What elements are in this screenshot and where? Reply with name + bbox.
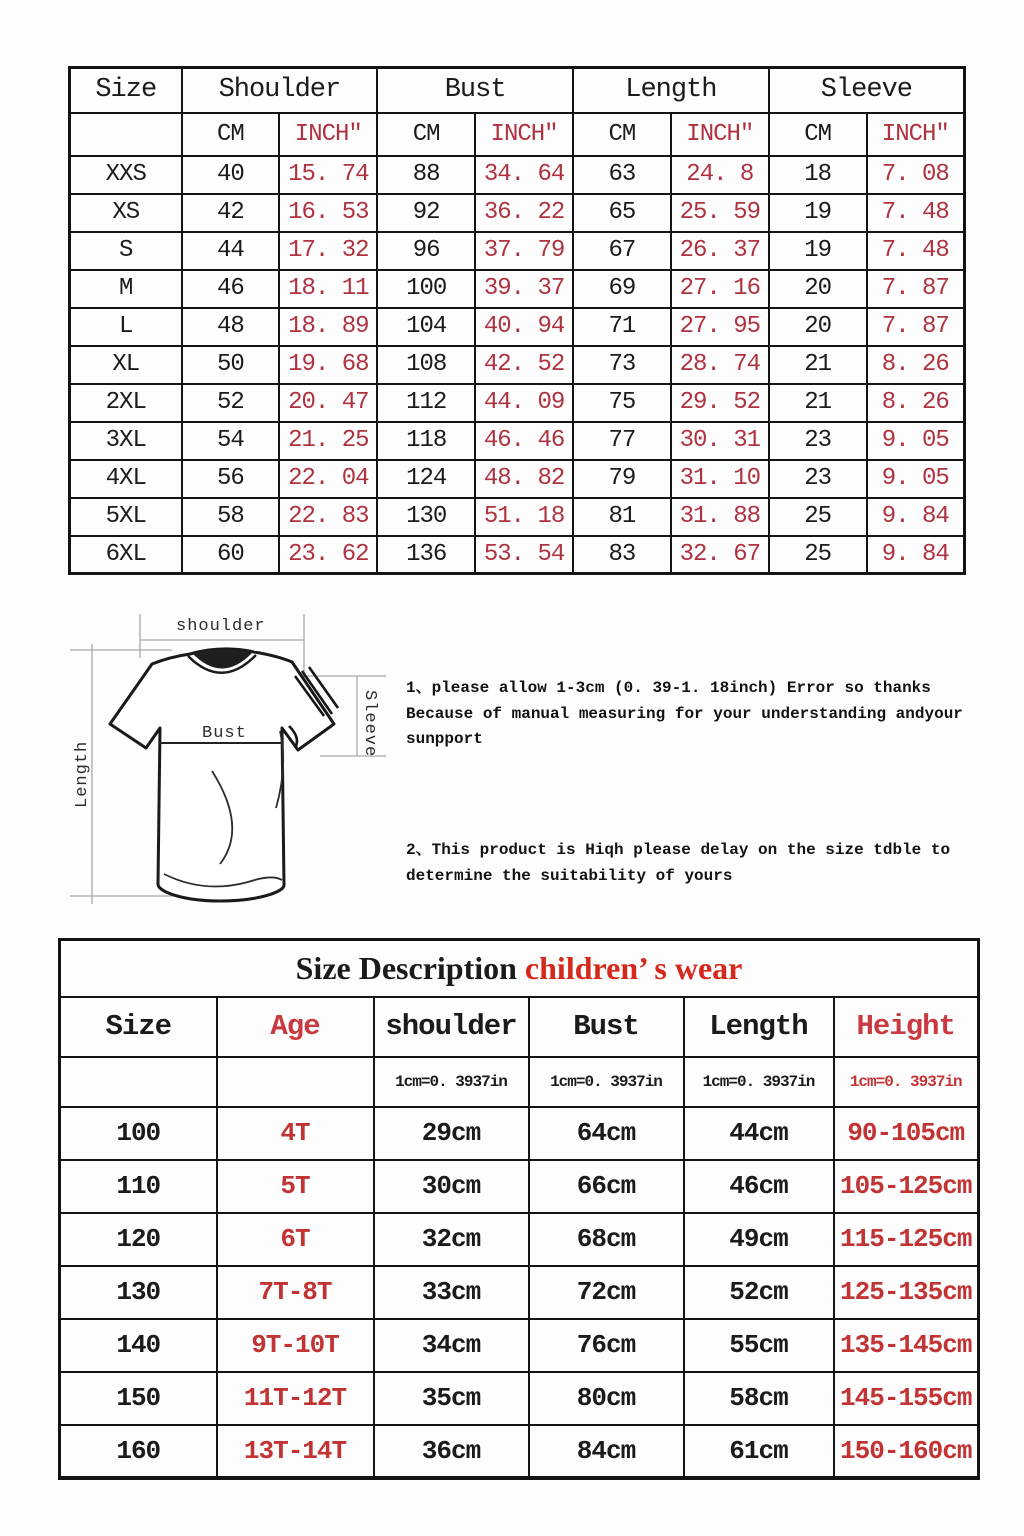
cell-length: 61cm [684,1425,834,1478]
cell-shoulder-cm: 40 [182,156,280,194]
cell-bust-inch: 34. 64 [475,156,573,194]
cell-length-cm: 75 [573,384,671,422]
cell-shoulder-cm: 58 [182,498,280,536]
table-row [70,498,965,536]
empty-cell [217,1057,374,1107]
cell-length-inch: 25. 59 [671,194,769,232]
cell-length-inch: 26. 37 [671,232,769,270]
cell-sleeve-cm: 23 [769,422,867,460]
col-header-length: Length [573,68,769,113]
cell-size: L [70,308,182,346]
cell-height: 90-105cm [834,1107,979,1160]
cell-length-cm: 65 [573,194,671,232]
cell-shoulder: 34cm [374,1319,529,1372]
unit-cm: CM [769,113,867,156]
cell-bust-cm: 136 [377,536,475,574]
cell-sleeve-inch: 7. 87 [867,308,965,346]
conversion-note: 1cm=0. 3937in [529,1057,684,1107]
cell-bust-inch: 36. 22 [475,194,573,232]
cell-length: 46cm [684,1160,834,1213]
cell-sleeve-inch: 7. 08 [867,156,965,194]
kids-title-black: Size Description [295,949,517,986]
cell-shoulder-cm: 60 [182,536,280,574]
col-header-size: Size [60,997,217,1057]
adult-header-row [70,68,965,113]
table-row [70,422,965,460]
cell-length-cm: 77 [573,422,671,460]
cell-shoulder-inch: 18. 11 [279,270,377,308]
cell-height: 150-160cm [834,1425,979,1478]
cell-bust-inch: 39. 37 [475,270,573,308]
col-header-shoulder: Shoulder [182,68,378,113]
cell-sleeve-inch: 7. 48 [867,194,965,232]
cell-bust-inch: 51. 18 [475,498,573,536]
cell-bust-inch: 37. 79 [475,232,573,270]
cell-sleeve-cm: 20 [769,308,867,346]
cell-size: XL [70,346,182,384]
cell-shoulder-inch: 16. 53 [279,194,377,232]
kids-conversion-row [60,1057,979,1107]
cell-bust: 68cm [529,1213,684,1266]
measuring-note-2: 2、This product is Hiqh please delay on the size tdble to determine the suitability of yours [406,841,951,885]
cell-length-inch: 24. 8 [671,156,769,194]
col-header-height: Height [834,997,979,1057]
cell-bust: 72cm [529,1266,684,1319]
cell-bust-inch: 46. 46 [475,422,573,460]
cell-bust-inch: 53. 54 [475,536,573,574]
col-header-sleeve: Sleeve [769,68,965,113]
table-row [70,346,965,384]
cell-shoulder-inch: 17. 32 [279,232,377,270]
cell-shoulder-cm: 42 [182,194,280,232]
cell-bust-cm: 92 [377,194,475,232]
cell-bust-cm: 104 [377,308,475,346]
cell-length-cm: 69 [573,270,671,308]
cell-bust: 84cm [529,1425,684,1478]
col-header-bust: Bust [377,68,573,113]
cell-shoulder-cm: 56 [182,460,280,498]
cell-shoulder: 33cm [374,1266,529,1319]
cell-length-cm: 81 [573,498,671,536]
cell-bust-cm: 88 [377,156,475,194]
cell-bust: 64cm [529,1107,684,1160]
cell-shoulder-inch: 15. 74 [279,156,377,194]
cell-size: M [70,270,182,308]
cell-age: 11T-12T [217,1372,374,1425]
cell-length-inch: 28. 74 [671,346,769,384]
adult-size-table [68,66,966,575]
cell-sleeve-inch: 9. 84 [867,536,965,574]
cell-length: 55cm [684,1319,834,1372]
cell-shoulder-inch: 20. 47 [279,384,377,422]
cell-size: XXS [70,156,182,194]
cell-length: 49cm [684,1213,834,1266]
cell-bust: 66cm [529,1160,684,1213]
cell-length-cm: 63 [573,156,671,194]
cell-bust-cm: 118 [377,422,475,460]
cell-sleeve-inch: 9. 05 [867,460,965,498]
col-header-length: Length [684,997,834,1057]
cell-sleeve-inch: 7. 48 [867,232,965,270]
measuring-note-1: 1、please allow 1-3cm (0. 39-1. 18inch) Error so thanks Because of manual measuring for your understanding andyour sunpport [406,679,963,749]
cell-size: 110 [60,1160,217,1213]
cell-length-inch: 29. 52 [671,384,769,422]
cell-shoulder-inch: 18. 89 [279,308,377,346]
cell-size: S [70,232,182,270]
table-row [70,460,965,498]
cell-size: 160 [60,1425,217,1478]
cell-length-cm: 67 [573,232,671,270]
cell-shoulder-inch: 21. 25 [279,422,377,460]
cell-age: 13T-14T [217,1425,374,1478]
cell-height: 145-155cm [834,1372,979,1425]
cell-bust: 80cm [529,1372,684,1425]
cell-length-inch: 31. 10 [671,460,769,498]
unit-inch: INCH″ [867,113,965,156]
cell-sleeve-cm: 25 [769,536,867,574]
cell-bust-cm: 100 [377,270,475,308]
cell-length-inch: 31. 88 [671,498,769,536]
unit-cm: CM [573,113,671,156]
cell-length-inch: 30. 31 [671,422,769,460]
unit-cm: CM [182,113,280,156]
cell-sleeve-inch: 9. 05 [867,422,965,460]
cell-shoulder: 32cm [374,1213,529,1266]
cell-size: 120 [60,1213,217,1266]
kids-header-row [60,997,979,1057]
cell-shoulder-inch: 19. 68 [279,346,377,384]
cell-length-inch: 27. 95 [671,308,769,346]
table-row [70,156,965,194]
table-row [60,1266,979,1319]
cell-bust-cm: 124 [377,460,475,498]
unit-inch: INCH″ [279,113,377,156]
cell-height: 125-135cm [834,1266,979,1319]
table-row [70,536,965,574]
sleeve-label: Sleeve [360,690,379,758]
cell-size: 2XL [70,384,182,422]
cell-length-inch: 27. 16 [671,270,769,308]
cell-bust-cm: 112 [377,384,475,422]
cell-length: 58cm [684,1372,834,1425]
col-header-bust: Bust [529,997,684,1057]
cell-age: 5T [217,1160,374,1213]
cell-shoulder: 36cm [374,1425,529,1478]
cell-sleeve-inch: 8. 26 [867,384,965,422]
cell-sleeve-inch: 8. 26 [867,346,965,384]
cell-sleeve-cm: 20 [769,270,867,308]
cell-bust-cm: 96 [377,232,475,270]
cell-sleeve-cm: 25 [769,498,867,536]
tshirt-measure-diagram [52,596,406,932]
kids-title-row [60,940,979,997]
kids-table-title [60,940,979,997]
cell-shoulder: 29cm [374,1107,529,1160]
cell-sleeve-cm: 19 [769,194,867,232]
cell-bust-cm: 130 [377,498,475,536]
cell-length: 52cm [684,1266,834,1319]
cell-size: 3XL [70,422,182,460]
cell-sleeve-cm: 21 [769,346,867,384]
cell-sleeve-inch: 9. 84 [867,498,965,536]
cell-shoulder-cm: 48 [182,308,280,346]
conversion-note: 1cm=0. 3937in [684,1057,834,1107]
cell-length-cm: 79 [573,460,671,498]
length-label: Length [73,740,92,808]
table-row [70,232,965,270]
table-row [60,1107,979,1160]
kids-size-table [58,938,980,1480]
cell-bust: 76cm [529,1319,684,1372]
cell-bust-cm: 108 [377,346,475,384]
cell-shoulder-inch: 22. 83 [279,498,377,536]
cell-height: 115-125cm [834,1213,979,1266]
cell-shoulder: 35cm [374,1372,529,1425]
col-header-shoulder: shoulder [374,997,529,1057]
cell-sleeve-cm: 23 [769,460,867,498]
cell-age: 4T [217,1107,374,1160]
unit-cm: CM [377,113,475,156]
table-row [70,308,965,346]
unit-inch: INCH″ [671,113,769,156]
cell-shoulder-inch: 23. 62 [279,536,377,574]
cell-length: 44cm [684,1107,834,1160]
cell-size: XS [70,194,182,232]
cell-size: 6XL [70,536,182,574]
table-row [70,270,965,308]
table-row [60,1372,979,1425]
conversion-note: 1cm=0. 3937in [374,1057,529,1107]
table-row [60,1213,979,1266]
cell-height: 105-125cm [834,1160,979,1213]
cell-bust-inch: 48. 82 [475,460,573,498]
cell-bust-inch: 44. 09 [475,384,573,422]
empty-cell [70,113,182,156]
bust-label: Bust [202,724,247,743]
cell-shoulder-cm: 50 [182,346,280,384]
empty-cell [60,1057,217,1107]
col-header-size: Size [70,68,182,113]
tshirt-sketch [52,596,406,932]
cell-bust-inch: 42. 52 [475,346,573,384]
adult-unit-row [70,113,965,156]
cell-length-inch: 32. 67 [671,536,769,574]
cell-size: 130 [60,1266,217,1319]
cell-shoulder-cm: 54 [182,422,280,460]
cell-length-cm: 73 [573,346,671,384]
cell-bust-inch: 40. 94 [475,308,573,346]
cell-age: 7T-8T [217,1266,374,1319]
conversion-note: 1cm=0. 3937in [834,1057,979,1107]
cell-sleeve-cm: 21 [769,384,867,422]
shoulder-label: shoulder [176,617,266,636]
cell-size: 5XL [70,498,182,536]
table-row [60,1160,979,1213]
cell-length-cm: 71 [573,308,671,346]
table-row [70,384,965,422]
cell-height: 135-145cm [834,1319,979,1372]
cell-shoulder-cm: 46 [182,270,280,308]
cell-shoulder-inch: 22. 04 [279,460,377,498]
cell-shoulder-cm: 44 [182,232,280,270]
cell-shoulder-cm: 52 [182,384,280,422]
table-row [60,1319,979,1372]
cell-shoulder: 30cm [374,1160,529,1213]
cell-size: 4XL [70,460,182,498]
col-header-age: Age [217,997,374,1057]
cell-sleeve-inch: 7. 87 [867,270,965,308]
table-row [70,194,965,232]
cell-sleeve-cm: 19 [769,232,867,270]
kids-title-red: children’ s wear [524,949,743,986]
cell-size: 150 [60,1372,217,1425]
cell-age: 6T [217,1213,374,1266]
cell-length-cm: 83 [573,536,671,574]
tshirt-outline [110,649,338,901]
cell-age: 9T-10T [217,1319,374,1372]
cell-size: 100 [60,1107,217,1160]
unit-inch: INCH″ [475,113,573,156]
cell-size: 140 [60,1319,217,1372]
cell-sleeve-cm: 18 [769,156,867,194]
table-row [60,1425,979,1478]
